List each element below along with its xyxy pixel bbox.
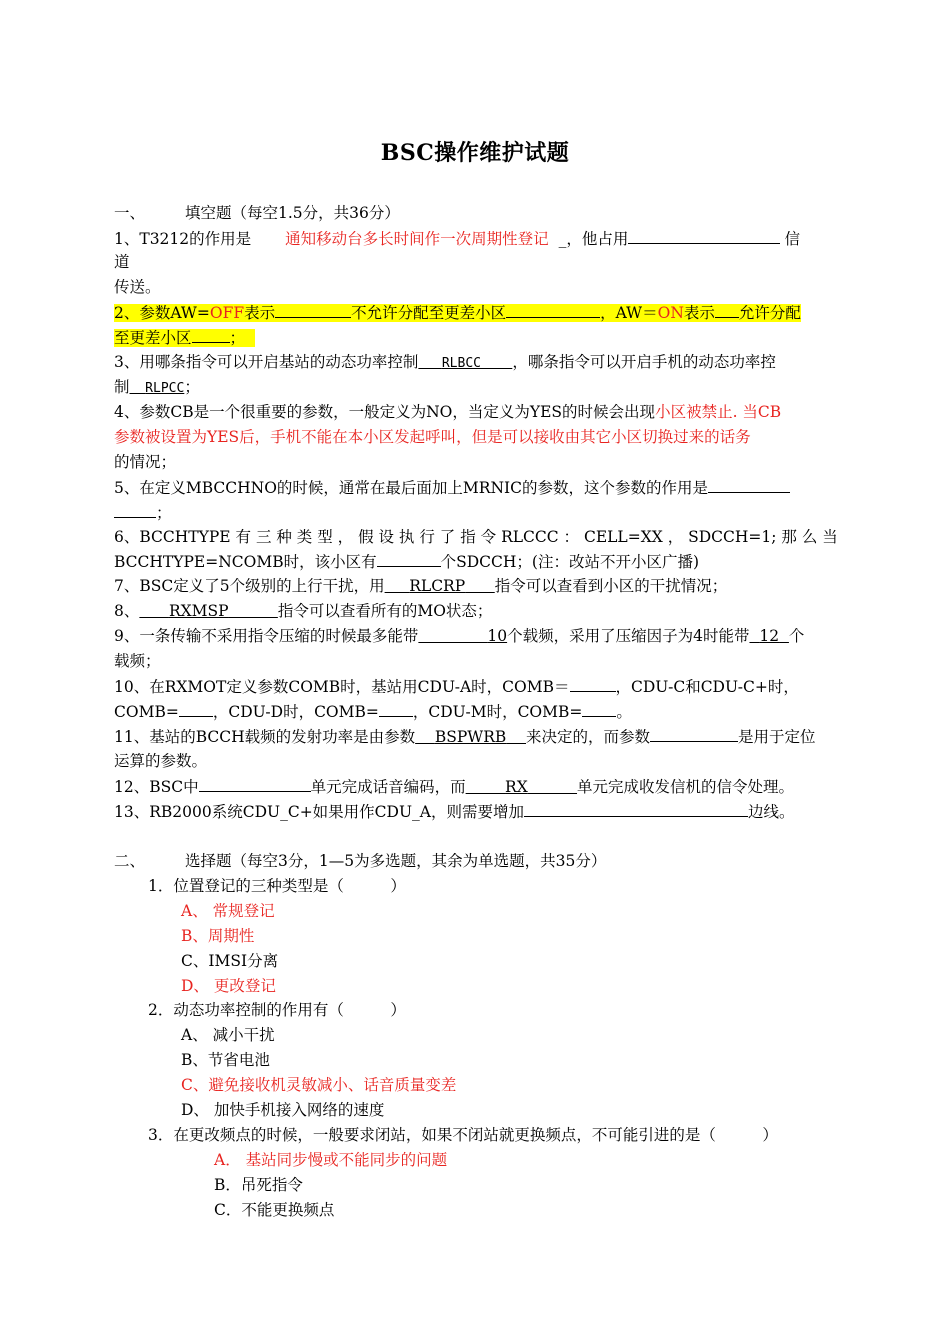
question-4-line-2: 参数被设置为YES后，手机不能在本小区发起呼叫，但是可以接收由其它小区切换过来的话务 (114, 428, 751, 446)
question-4-line-1: 4、参数CB是一个很重要的参数，一般定义为NO，当定义为YES的时候会出现小区被禁止. 当CB (114, 403, 782, 421)
answer-blank (199, 774, 311, 792)
question-10-line-2: COMB= ，CDU-D时，COMB= ，CDU-M时，COMB= 。 (114, 699, 842, 724)
section-2-title: 选择题（每空3分，1—5为多选题，其余为单选题，共35分） (185, 852, 607, 870)
answer-blank (377, 549, 441, 567)
answer-text: 10 (487, 627, 508, 645)
section-1-number: 一、 (114, 204, 146, 222)
mc-1-option-a: A、 常规登记 (181, 902, 275, 920)
answer-blank (570, 674, 616, 692)
mc-3-option-c: C．不能更换频点 (214, 1201, 335, 1219)
mc-2-option-d: D、 加快手机接入网络的速度 (181, 1101, 385, 1119)
question-5-line-2: ； (114, 500, 842, 525)
mc-2-option-a: A、 减小干扰 (181, 1026, 275, 1044)
answer-blank (179, 699, 213, 717)
question-1-line-3: 传送。 (114, 278, 161, 296)
page-title: BSC操作维护试题 (380, 140, 570, 166)
answer-blank (524, 799, 748, 817)
question-4-line-3: 的情况； (114, 453, 177, 471)
answer-blank (650, 724, 738, 742)
section-2-heading (114, 849, 842, 873)
mc-2-option-b: B、节省电池 (181, 1051, 270, 1069)
answer-text: RX (505, 778, 528, 796)
question-1-line-1: 1、T3212的作用是 通知移动台多长时间作一次周期性登记 _，他占用 信 (114, 226, 842, 251)
answer-blank (379, 699, 413, 717)
mc-1-option-c: C、IMSI分离 (181, 952, 279, 970)
answer-blank (192, 325, 230, 343)
mc-question-1: 1．位置登记的三种类型是（ ） (148, 877, 406, 895)
answer-blank (708, 475, 790, 493)
question-3-line-1: 3、用哪条指令可以开启基站的动态功率控制 RLBCC ，哪条指令可以开启手机的动态功率控 (114, 353, 776, 371)
question-7: 7、BSC定义了5个级别的上行干扰，用 RLCRP 指令可以查看到小区的干扰情况； (114, 577, 728, 595)
answer-blank (582, 699, 616, 717)
question-2-line-2: 至更差小区 ； (114, 325, 842, 350)
mc-1-option-d: D、 更改登记 (181, 977, 276, 995)
mc-1-option-b: B、周期性 (181, 927, 255, 945)
question-3-line-2: 制 RLPCC； (114, 378, 200, 396)
answer-text: RLPCC (145, 381, 185, 396)
question-8: 8、 RXMSP 指令可以查看所有的MO状态； (114, 602, 493, 620)
question-2-line-1: 2、参数AW=OFF表示 不允许分配至更差小区 ，AW＝ON表示 允许分配 (114, 300, 842, 325)
answer-blank (628, 226, 780, 244)
answer-blank (506, 300, 600, 318)
answer-text: RLBCC (441, 356, 481, 371)
question-11-line-1: 11、基站的BCCH载频的发射功率是由参数 BSPWRB 来决定的，而参数 是用于定位 (114, 724, 842, 749)
question-5-line-1: 5、在定义MBCCHNO的时候，通常在最后面加上MRNIC的参数，这个参数的作用是 (114, 475, 842, 500)
section-1-heading (114, 201, 842, 225)
question-1-line-2: 道 (114, 253, 130, 271)
answer-blank (114, 500, 156, 518)
question-11-line-2: 运算的参数。 (114, 752, 208, 770)
mc-3-option-a: A． 基站同步慢或不能同步的问题 (214, 1151, 448, 1169)
question-12: 12、BSC中 单元完成话音编码，而 RX 单元完成收发信机的信令处理。 (114, 774, 842, 799)
question-6-line-2: BCCHTYPE=NCOMB时，该小区有 个SDCCH；(注：改站不开小区广播) (114, 549, 842, 574)
mc-question-3: 3．在更改频点的时候，一般要求闭站，如果不闭站就更换频点，不可能引进的是（ ） (148, 1126, 778, 1144)
answer-blank (715, 300, 739, 318)
question-9-line-1: 9、一条传输不采用指令压缩的时候最多能带 10个载频，采用了压缩因子为4时能带 12 个 (114, 627, 805, 645)
answer-blank (275, 300, 351, 318)
answer-text: 12 (759, 627, 780, 645)
answer-text: RLCRP (409, 577, 466, 595)
section-1-title: 填空题（每空1.5分，共36分） (185, 204, 400, 222)
question-10-line-1: 10、在RXMOT定义参数COMB时，基站用CDU-A时，COMB＝ ，CDU-C和CDU-C+时， (114, 674, 842, 699)
question-6-line-1: 6、BCCHTYPE 有 三 种 类 型 ， 假 设 执 行 了 指 令 RLCCC ： CELL=XX ， SDCCH=1; 那 么 当 (114, 528, 838, 546)
mc-question-2: 2．动态功率控制的作用有（ ） (148, 1001, 406, 1019)
answer-text: BSPWRB (434, 728, 507, 746)
section-2-number: 二、 (114, 852, 146, 870)
question-9-line-2: 载频； (114, 652, 161, 670)
answer-text: RXMSP (168, 602, 229, 620)
mc-3-option-b: B．吊死指令 (214, 1176, 303, 1194)
question-13: 13、RB2000系统CDU_C+如果用作CDU_A，则需要增加 边线。 (114, 799, 842, 824)
mc-2-option-c: C、避免接收机灵敏减小、话音质量变差 (181, 1076, 457, 1094)
answer-text: 通知移动台多长时间作一次周期性登记 (285, 230, 549, 248)
